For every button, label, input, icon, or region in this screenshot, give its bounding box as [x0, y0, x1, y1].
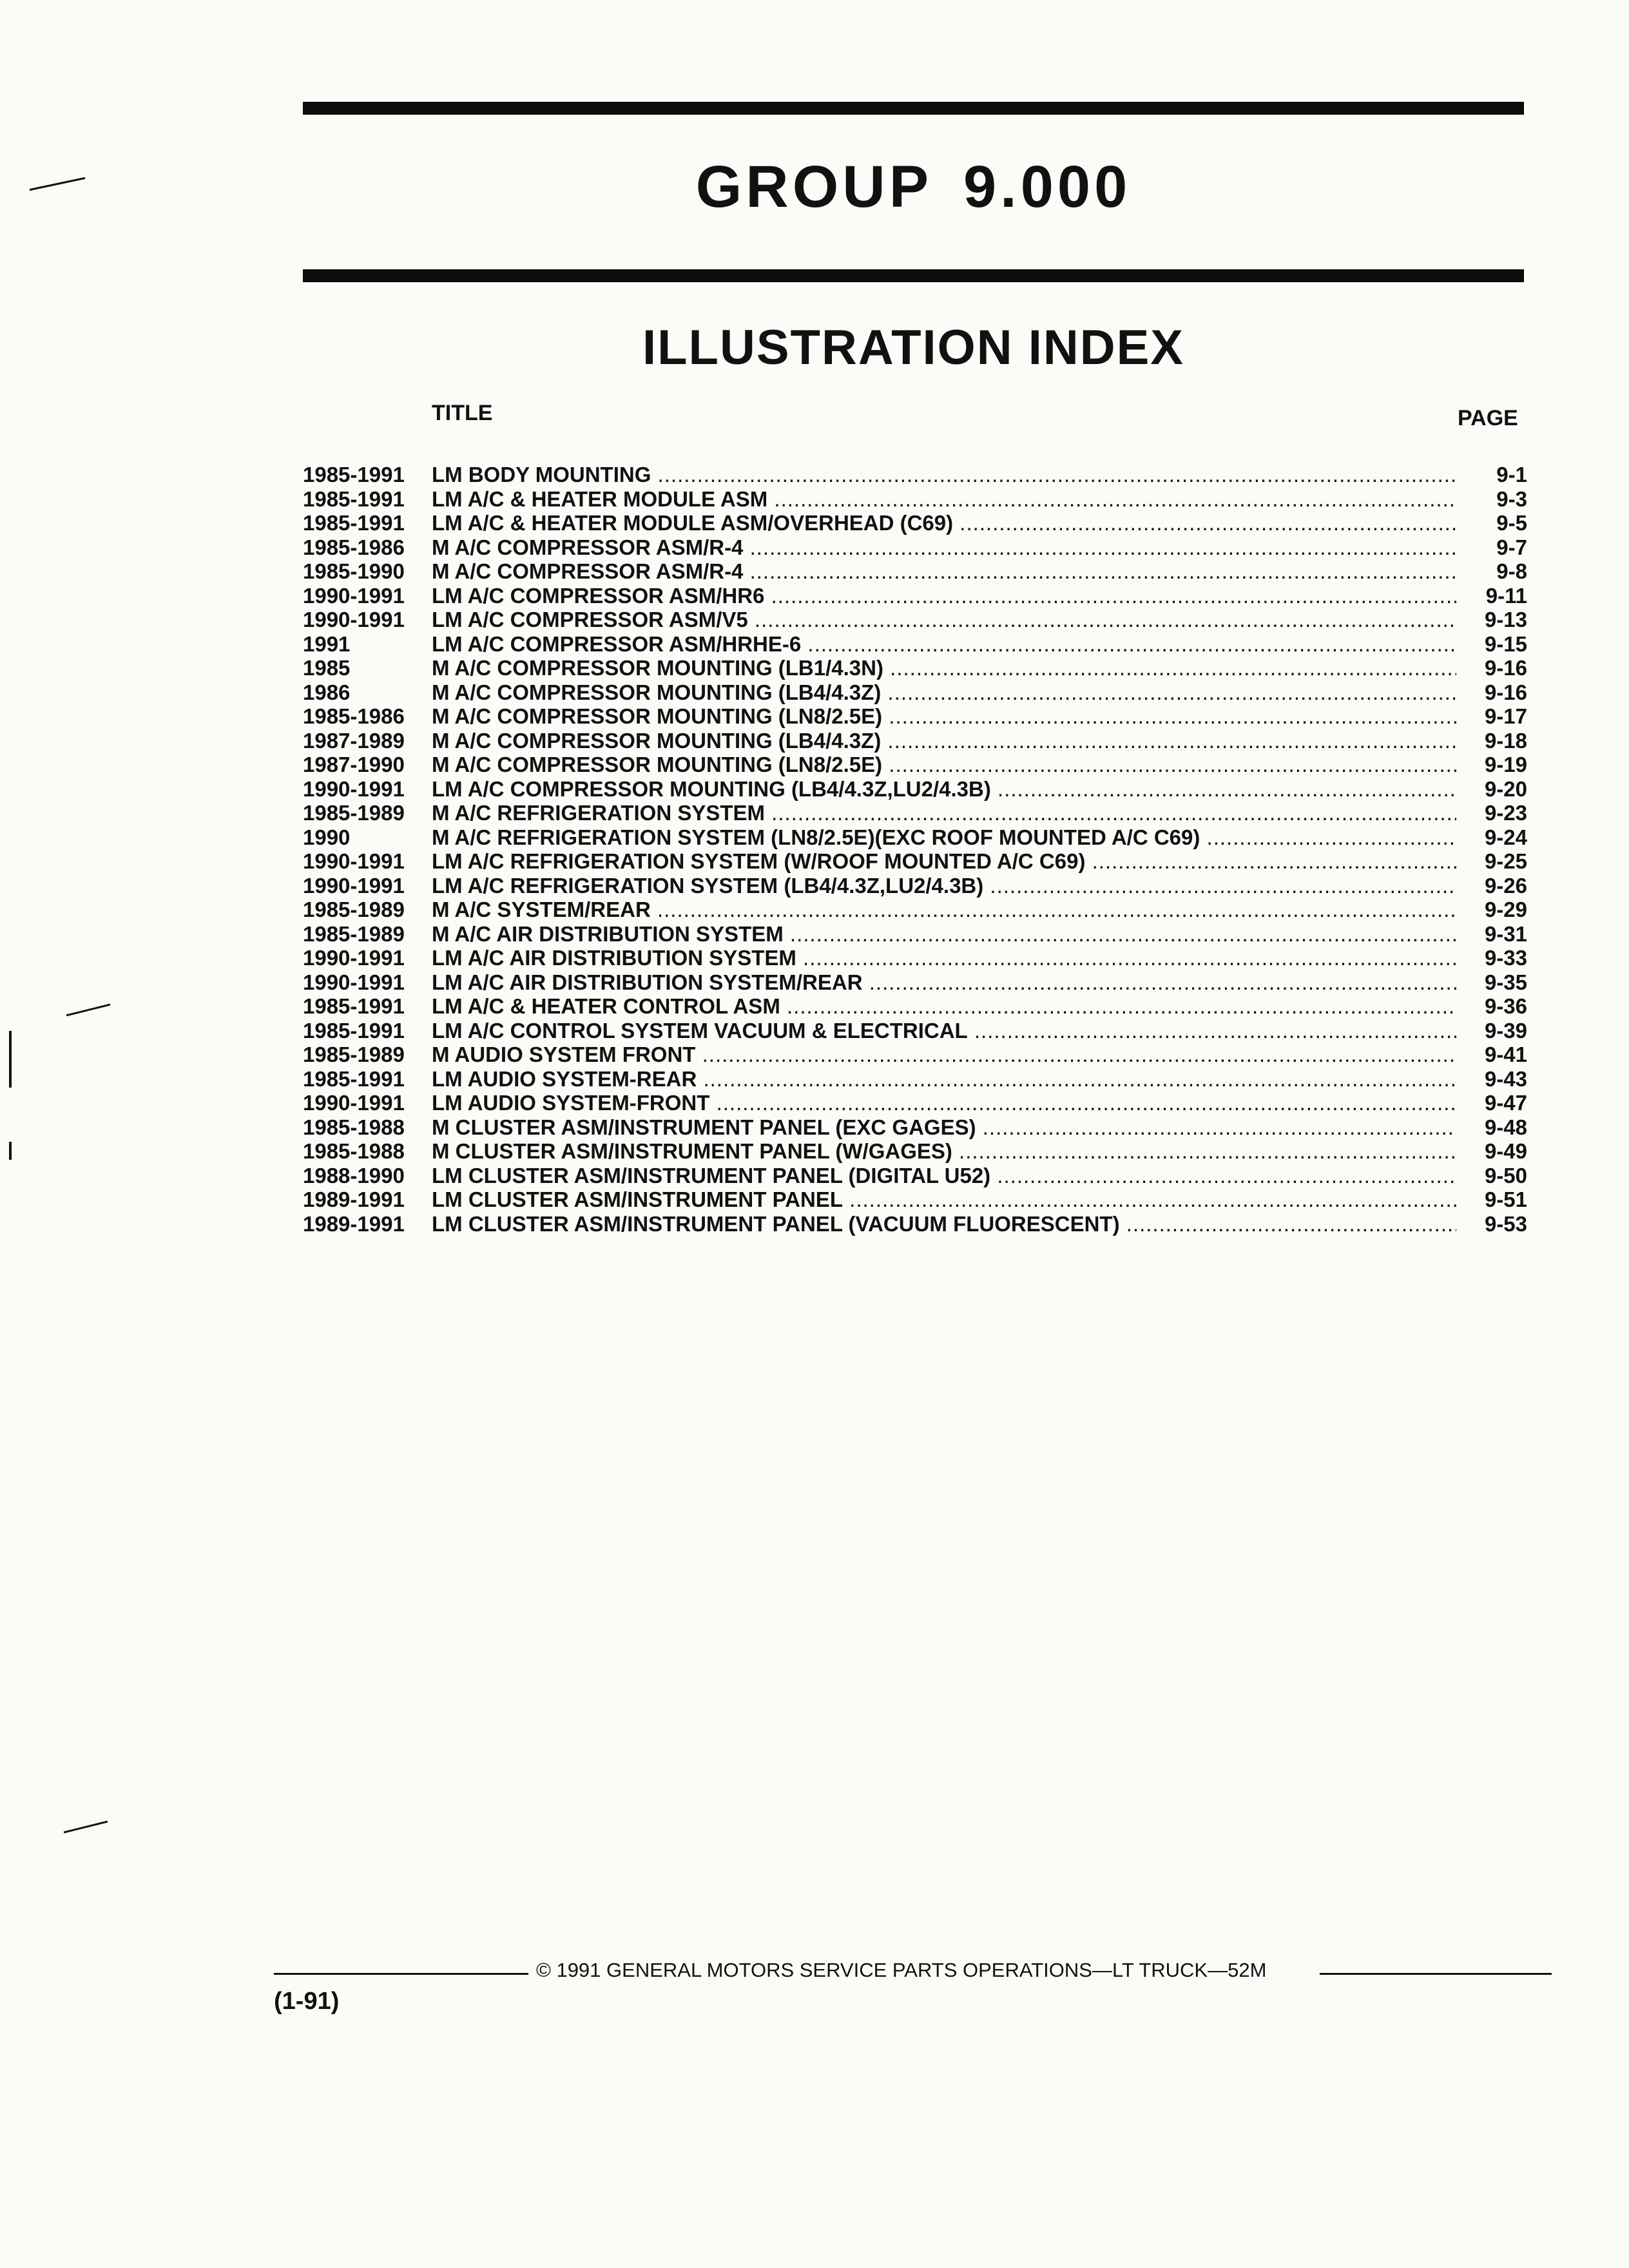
- entry-years: 1985-1991: [303, 1018, 405, 1043]
- entry-page: 9-31: [1484, 921, 1527, 946]
- entry-page: 9-11: [1485, 583, 1527, 608]
- entry-years: 1990-1991: [303, 970, 405, 994]
- entry-title: M AUDIO SYSTEM FRONT .....: [432, 1043, 1456, 1067]
- entry-title: LM A/C CONTROL SYSTEM VACUUM & ELECTRICAL .....: [432, 1019, 1456, 1043]
- entry-page: 9-43: [1484, 1066, 1527, 1091]
- index-entry: [303, 1043, 1527, 1067]
- entry-title: LM AUDIO SYSTEM-REAR .....: [432, 1067, 1456, 1091]
- index-entry: [303, 559, 1527, 584]
- entry-page: 9-50: [1484, 1163, 1527, 1187]
- index-entry: [303, 608, 1527, 632]
- index-entry: [303, 729, 1527, 753]
- entry-page: 9-49: [1484, 1139, 1527, 1163]
- entry-title: LM A/C & HEATER MODULE ASM/OVERHEAD (C69) .....: [432, 511, 1456, 535]
- entry-page: 9-47: [1484, 1091, 1527, 1115]
- entry-years: 1985-1989: [303, 1043, 405, 1066]
- entry-title: M A/C COMPRESSOR MOUNTING (LN8/2.5E) .....: [432, 704, 1456, 729]
- entry-page: 9-26: [1484, 873, 1527, 898]
- entry-title: LM A/C COMPRESSOR MOUNTING (LB4/4.3Z,LU2/4.3B) .....: [432, 777, 1456, 802]
- entry-page: 9-8: [1496, 559, 1527, 583]
- entry-page: 9-48: [1484, 1115, 1527, 1139]
- index-entry: [303, 1164, 1527, 1188]
- entry-years: 1991: [303, 631, 351, 656]
- index-entry: [303, 849, 1527, 874]
- entry-page: 9-36: [1484, 994, 1527, 1018]
- scan-mark: [66, 1004, 111, 1017]
- entry-title: LM A/C AIR DISTRIBUTION SYSTEM/REAR .....: [432, 970, 1456, 995]
- entry-title: M A/C COMPRESSOR MOUNTING (LB4/4.3Z) .....: [432, 729, 1456, 753]
- header-rule: [303, 269, 1524, 282]
- entry-years: 1990-1991: [303, 849, 405, 873]
- entry-page: 9-39: [1484, 1018, 1527, 1043]
- entry-years: 1990-1991: [303, 608, 405, 631]
- entry-page: 9-19: [1484, 753, 1527, 776]
- entry-years: 1990: [303, 825, 351, 849]
- index-entry: [303, 511, 1527, 535]
- index-entry: [303, 680, 1527, 705]
- index-title: ILLUSTRATION INDEX: [642, 320, 1184, 375]
- index-entry: [303, 970, 1527, 995]
- entry-years: 1985-1988: [303, 1115, 405, 1139]
- entry-title: M A/C COMPRESSOR ASM/R-4 .....: [432, 535, 1456, 560]
- index-entry: [303, 1091, 1527, 1115]
- index-entry: [303, 1212, 1527, 1236]
- index-entry: [303, 1187, 1527, 1212]
- entry-years: 1985-1991: [303, 1066, 405, 1091]
- entry-years: 1990-1991: [303, 873, 405, 898]
- index-entry: [303, 898, 1527, 922]
- page-column-header: PAGE: [1458, 406, 1518, 430]
- index-entry: [303, 1067, 1527, 1091]
- scan-mark: [64, 1821, 108, 1834]
- entry-title: M A/C COMPRESSOR MOUNTING (LN8/2.5E) .....: [432, 753, 1456, 777]
- entry-page: 9-35: [1484, 970, 1527, 994]
- index-entry: [303, 801, 1527, 825]
- entry-title: M CLUSTER ASM/INSTRUMENT PANEL (W/GAGES) .....: [432, 1139, 1456, 1164]
- entry-title: LM A/C & HEATER MODULE ASM .....: [432, 487, 1456, 512]
- entry-title: LM BODY MOUNTING .....: [432, 463, 1456, 487]
- entry-years: 1985: [303, 656, 351, 680]
- index-entry: [303, 704, 1527, 729]
- entry-page: 9-23: [1484, 801, 1527, 825]
- entry-page: 9-3: [1496, 486, 1527, 511]
- entry-page: 9-1: [1496, 463, 1527, 486]
- illustration-index-list: [303, 463, 1527, 1236]
- entry-title: LM CLUSTER ASM/INSTRUMENT PANEL (DIGITAL U52) .....: [432, 1164, 1456, 1188]
- index-entry: [303, 487, 1527, 512]
- group-title: GROUP 9.000: [695, 154, 1132, 220]
- entry-title: LM CLUSTER ASM/INSTRUMENT PANEL (VACUUM FLUORESCENT) .....: [432, 1212, 1456, 1236]
- entry-years: 1990-1991: [303, 583, 405, 608]
- index-entry: [303, 946, 1527, 970]
- entry-title: M A/C COMPRESSOR ASM/R-4 .....: [432, 559, 1456, 584]
- index-entry: [303, 1115, 1527, 1140]
- index-entry: [303, 463, 1527, 487]
- entry-title: M A/C COMPRESSOR MOUNTING (LB1/4.3N) .....: [432, 656, 1456, 680]
- entry-years: 1985-1989: [303, 801, 405, 825]
- entry-years: 1989-1991: [303, 1211, 405, 1236]
- index-entry: [303, 874, 1527, 898]
- entry-years: 1985-1991: [303, 994, 405, 1018]
- footer-copyright: © 1991 GENERAL MOTORS SERVICE PARTS OPERATIONS—LT TRUCK—52M: [536, 1959, 1267, 1981]
- entry-title: M CLUSTER ASM/INSTRUMENT PANEL (EXC GAGES) .....: [432, 1115, 1456, 1140]
- entry-title: LM A/C REFRIGERATION SYSTEM (W/ROOF MOUNTED A/C C69) .....: [432, 849, 1456, 874]
- index-entry: [303, 922, 1527, 947]
- entry-title: LM A/C COMPRESSOR ASM/V5 .....: [432, 608, 1456, 632]
- entry-years: 1990-1991: [303, 1091, 405, 1115]
- entry-page: 9-41: [1484, 1043, 1527, 1066]
- index-entry: [303, 632, 1527, 657]
- index-entry: [303, 994, 1527, 1019]
- entry-title: M A/C SYSTEM/REAR .....: [432, 898, 1456, 922]
- entry-years: 1986: [303, 680, 351, 704]
- entry-years: 1985-1989: [303, 921, 405, 946]
- index-entry: [303, 535, 1527, 560]
- entry-years: 1985-1991: [303, 486, 405, 511]
- entry-years: 1985-1986: [303, 535, 405, 559]
- entry-years: 1985-1986: [303, 704, 405, 728]
- entry-years: 1985-1990: [303, 559, 405, 583]
- entry-years: 1988-1990: [303, 1163, 405, 1187]
- entry-years: 1987-1989: [303, 728, 405, 753]
- entry-title: M A/C COMPRESSOR MOUNTING (LB4/4.3Z) .....: [432, 680, 1456, 705]
- entry-page: 9-13: [1484, 608, 1527, 631]
- entry-years: 1985-1988: [303, 1139, 405, 1163]
- index-entry: [303, 753, 1527, 777]
- entry-page: 9-33: [1484, 946, 1527, 970]
- entry-title: LM AUDIO SYSTEM-FRONT .....: [432, 1091, 1456, 1115]
- entry-title: LM CLUSTER ASM/INSTRUMENT PANEL .....: [432, 1187, 1456, 1212]
- entry-page: 9-7: [1496, 535, 1527, 559]
- footer-rule-right: [1320, 1973, 1552, 1975]
- index-entry: [303, 825, 1527, 850]
- entry-title: M A/C REFRIGERATION SYSTEM (LN8/2.5E)(EXC ROOF MOUNTED A/C C69) .....: [432, 825, 1456, 850]
- index-entry: [303, 777, 1527, 802]
- entry-page: 9-25: [1484, 849, 1527, 873]
- entry-years: 1985-1991: [303, 463, 405, 486]
- entry-page: 9-51: [1484, 1187, 1527, 1211]
- entry-title: LM A/C & HEATER CONTROL ASM .....: [432, 994, 1456, 1019]
- scan-mark: [9, 1142, 12, 1160]
- entry-years: 1990-1991: [303, 946, 405, 970]
- entry-page: 9-29: [1484, 898, 1527, 921]
- index-entry: [303, 1019, 1527, 1043]
- title-column-header: TITLE: [432, 401, 493, 425]
- top-rule: [303, 102, 1524, 115]
- entry-years: 1985-1991: [303, 511, 405, 535]
- entry-page: 9-24: [1484, 825, 1527, 849]
- footer-rule-left: [274, 1973, 528, 1975]
- entry-page: 9-53: [1484, 1211, 1527, 1236]
- entry-years: 1985-1989: [303, 898, 405, 921]
- entry-page: 9-5: [1496, 511, 1527, 535]
- entry-title: LM A/C AIR DISTRIBUTION SYSTEM .....: [432, 946, 1456, 970]
- entry-page: 9-17: [1484, 704, 1527, 728]
- entry-page: 9-15: [1484, 631, 1527, 656]
- index-entry: [303, 656, 1527, 680]
- entry-title: LM A/C COMPRESSOR ASM/HR6 .....: [432, 584, 1456, 608]
- entry-title: M A/C REFRIGERATION SYSTEM .....: [432, 801, 1456, 825]
- entry-page: 9-18: [1484, 728, 1527, 753]
- scan-mark: [9, 1031, 12, 1088]
- entry-years: 1987-1990: [303, 753, 405, 776]
- footer-revision-code: (1-91): [274, 1988, 340, 2015]
- entry-years: 1989-1991: [303, 1187, 405, 1211]
- entry-years: 1990-1991: [303, 776, 405, 801]
- entry-title: M A/C AIR DISTRIBUTION SYSTEM .....: [432, 922, 1456, 947]
- index-entry: [303, 1139, 1527, 1164]
- index-entry: [303, 584, 1527, 608]
- entry-title: LM A/C COMPRESSOR ASM/HRHE-6 .....: [432, 632, 1456, 657]
- entry-page: 9-16: [1484, 680, 1527, 704]
- entry-page: 9-16: [1484, 656, 1527, 680]
- entry-title: LM A/C REFRIGERATION SYSTEM (LB4/4.3Z,LU2/4.3B) .....: [432, 874, 1456, 898]
- entry-page: 9-20: [1484, 776, 1527, 801]
